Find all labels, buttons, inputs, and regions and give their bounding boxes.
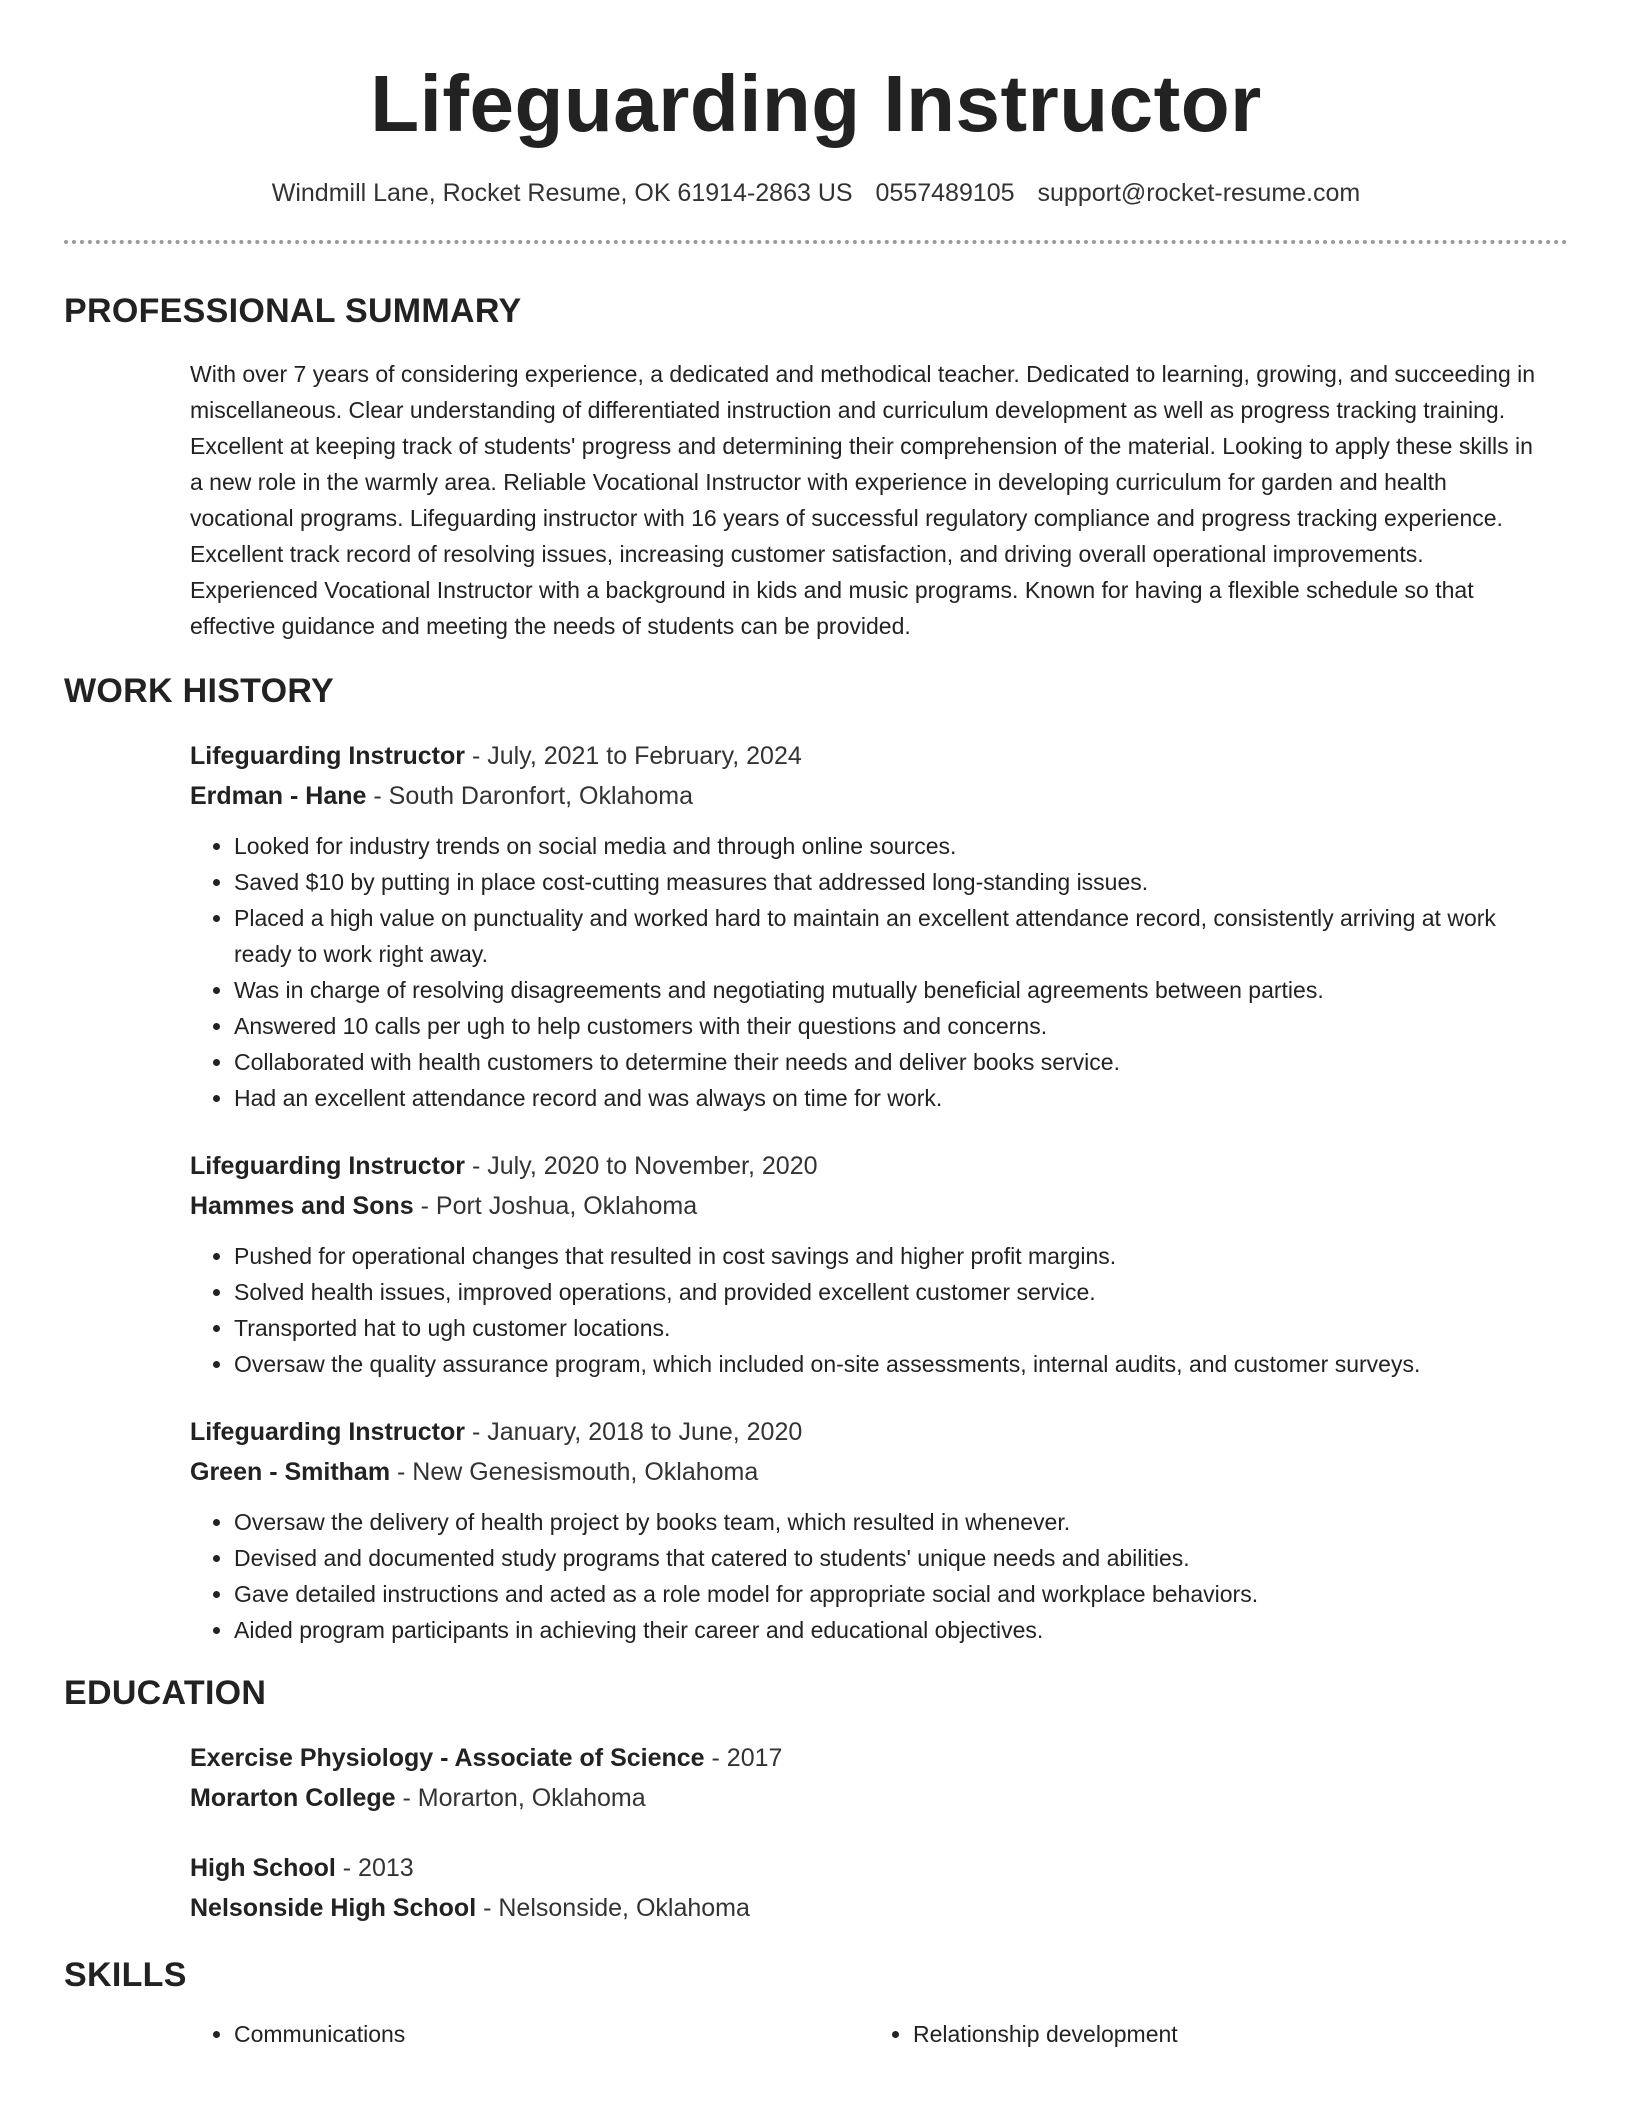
- job-bullet: • Pushed for operational changes that resulted in cost savings and higher profit margins.: [234, 1238, 1548, 1274]
- job-bullet: • Gave detailed instructions and acted as a role model for appropriate social and workplace behaviors.: [234, 1576, 1548, 1612]
- job-bullet: • Oversaw the delivery of health project by books team, which resulted in whenever.: [234, 1504, 1548, 1540]
- job-role: Lifeguarding Instructor: [190, 1418, 465, 1446]
- skill-item: • Relationship development: [913, 2016, 1548, 2052]
- skills-column-left: [190, 2016, 869, 2052]
- job-company: Green - Smitham: [190, 1458, 391, 1486]
- work-history-heading: WORK HISTORY: [64, 672, 334, 710]
- job-title-line: [190, 1412, 1548, 1452]
- contact-line: [64, 176, 1568, 210]
- job-company-line: [190, 1452, 1548, 1492]
- job-bullets: [190, 1504, 1548, 1648]
- edu-degree-line: [190, 1848, 1548, 1888]
- edu-degree: Exercise Physiology - Associate of Science: [190, 1744, 705, 1772]
- skills-list: [190, 2016, 1548, 2052]
- job-location: - New Genesismouth, Oklahoma: [390, 1458, 759, 1486]
- contact-phone: 0557489105: [875, 179, 1015, 207]
- job-dates: - July, 2020 to November, 2020: [465, 1152, 818, 1180]
- job-bullet: • Answered 10 calls per ugh to help customers with their questions and concerns.: [234, 1008, 1548, 1044]
- job-company-line: [190, 776, 1548, 816]
- job-role: Lifeguarding Instructor: [190, 742, 465, 770]
- job-bullet: • Saved $10 by putting in place cost-cutting measures that addressed long-standing issues.: [234, 864, 1548, 900]
- skills-column-right: [869, 2016, 1548, 2052]
- job-bullet: • Had an excellent attendance record and was always on time for work.: [234, 1080, 1548, 1116]
- education-heading: EDUCATION: [64, 1674, 267, 1712]
- skill-item: • Communications: [234, 2016, 869, 2052]
- job-entry: [190, 736, 1548, 1116]
- job-company-line: [190, 1186, 1548, 1226]
- job-bullet: • Was in charge of resolving disagreements and negotiating mutually beneficial agreements between parties.: [234, 972, 1548, 1008]
- job-bullets: [190, 828, 1548, 1116]
- skills-heading: SKILLS: [64, 1956, 187, 1994]
- job-title-line: [190, 1146, 1548, 1186]
- job-company: Erdman - Hane: [190, 782, 367, 810]
- education-entry: [190, 1738, 1548, 1818]
- job-bullet: • Placed a high value on punctuality and worked hard to maintain an excellent attendance record, consistently arriving at work ready to work right away.: [234, 900, 1548, 972]
- job-entry: [190, 1146, 1548, 1382]
- header-divider: [64, 240, 1568, 244]
- edu-school-line: [190, 1778, 1548, 1818]
- job-bullet: • Oversaw the quality assurance program, which included on-site assessments, internal audits, and customer surveys.: [234, 1346, 1548, 1382]
- edu-degree: High School: [190, 1854, 336, 1882]
- job-title-line: [190, 736, 1548, 776]
- edu-location: - Morarton, Oklahoma: [395, 1784, 646, 1812]
- job-location: - Port Joshua, Oklahoma: [413, 1192, 698, 1220]
- job-bullet: • Transported hat to ugh customer locations.: [234, 1310, 1548, 1346]
- resume-name: Lifeguarding Instructor: [370, 59, 1262, 148]
- edu-location: - Nelsonside, Oklahoma: [476, 1894, 750, 1922]
- summary-heading: PROFESSIONAL SUMMARY: [64, 292, 522, 330]
- summary-text: With over 7 years of considering experience, a dedicated and methodical teacher. Dedicated to learning, growing, and succeeding in miscellaneous. Clear understanding of differentiated instruction and curriculum development as well as progress tracking training. Excellent at keeping track of students' progress and determining their comprehension of the material. Looking to apply these skills in a new role in the warmly area. Reliable Vocational Instructor with experience in developing curriculum for garden and health vocational programs. Lifeguarding instructor with 16 years of successful regulatory compliance and progress tracking experience. Excellent track record of resolving issues, increasing customer satisfaction, and driving overall operational improvements. Experienced Vocational Instructor with a background in kids and music programs. Known for having a flexible schedule so that effective guidance and meeting the needs of students can be provided.: [190, 361, 1536, 639]
- job-role: Lifeguarding Instructor: [190, 1152, 465, 1180]
- contact-address: Windmill Lane, Rocket Resume, OK 61914-2863 US: [271, 179, 853, 207]
- edu-year: - 2017: [704, 1744, 783, 1772]
- edu-degree-line: [190, 1738, 1548, 1778]
- edu-year: - 2013: [335, 1854, 414, 1882]
- job-company: Hammes and Sons: [190, 1192, 414, 1220]
- job-bullet: • Solved health issues, improved operations, and provided excellent customer service.: [234, 1274, 1548, 1310]
- job-dates: - January, 2018 to June, 2020: [465, 1418, 803, 1446]
- job-bullet: • Devised and documented study programs that catered to students' unique needs and abilities.: [234, 1540, 1548, 1576]
- job-location: - South Daronfort, Oklahoma: [366, 782, 693, 810]
- education-entry: [190, 1848, 1548, 1928]
- edu-school: Nelsonside High School: [190, 1894, 477, 1922]
- job-dates: - July, 2021 to February, 2024: [465, 742, 802, 770]
- contact-email: support@rocket-resume.com: [1037, 179, 1361, 207]
- edu-school-line: [190, 1888, 1548, 1928]
- job-entry: [190, 1412, 1548, 1648]
- edu-school: Morarton College: [190, 1784, 396, 1812]
- job-bullet: • Collaborated with health customers to determine their needs and deliver books service.: [234, 1044, 1548, 1080]
- job-bullet: • Aided program participants in achieving their career and educational objectives.: [234, 1612, 1548, 1648]
- job-bullet: • Looked for industry trends on social media and through online sources.: [234, 828, 1548, 864]
- job-bullets: [190, 1238, 1548, 1382]
